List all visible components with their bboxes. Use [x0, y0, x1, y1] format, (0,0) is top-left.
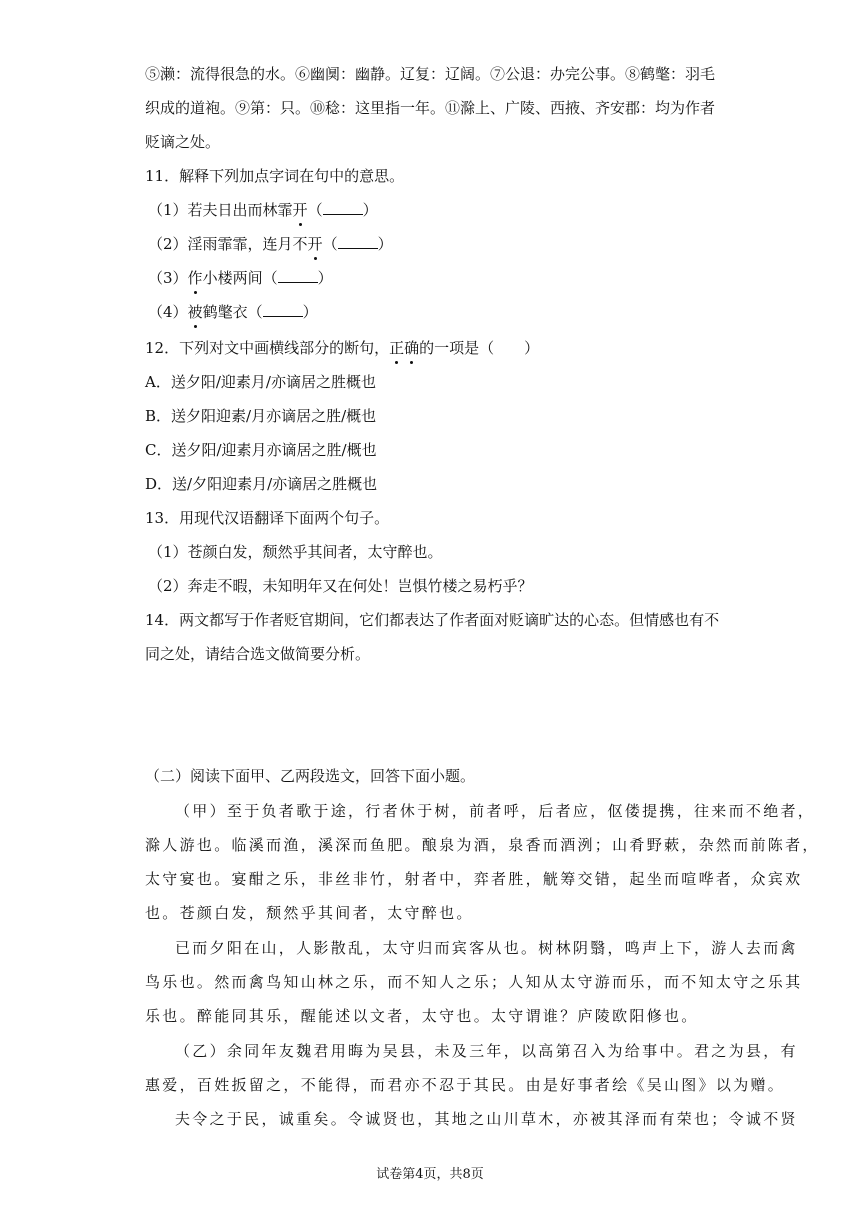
dotted-char: 被	[187, 303, 203, 321]
passage-line: 夫令之于民，诚重矣。令诚贤也，其地之山川草木，亦被其泽而有荣也；令诚不贤	[175, 1110, 798, 1128]
question-11-item-3	[148, 268, 333, 288]
item-text: （	[322, 235, 338, 253]
section-2-heading: （二）阅读下面甲、乙两段选文，回答下面小题。	[145, 767, 476, 785]
dotted-char: 确	[404, 339, 420, 357]
passage-line: 已而夕阳在山，人影散乱，太守归而宾客从也。树林阴翳，鸣声上下，游人去而禽	[175, 939, 798, 957]
item-text: （1）若夫日出而林霏	[148, 201, 293, 219]
question-11-item-1	[148, 200, 378, 220]
question-13-stem: 13．用现代汉语翻译下面两个句子。	[145, 509, 390, 527]
question-11-item-2	[148, 234, 393, 254]
answer-blank[interactable]	[323, 200, 363, 215]
dotted-char: 作	[187, 269, 203, 287]
question-11-item-4	[148, 302, 318, 322]
question-12-option-b[interactable]: B．送夕阳迎素/月亦谪居之胜/概也	[145, 407, 377, 425]
passage-line: （甲）至于负者歌于途，行者休于树，前者呼，后者应，伛偻提携，往来而不绝者，	[175, 802, 816, 820]
dotted-char: 开	[307, 235, 323, 253]
item-text: 鹤氅衣（	[202, 303, 263, 321]
question-12-stem	[145, 338, 539, 358]
question-14-line-1: 14．两文都写于作者贬官期间，它们都表达了作者面对贬谪旷达的心态。但情感也有不	[145, 611, 720, 629]
answer-blank[interactable]	[263, 302, 303, 317]
dotted-char: 正	[389, 339, 405, 357]
item-text: （4）	[148, 303, 188, 321]
passage-line: 也。苍颜白发，颓然乎其间者，太守醉也。	[145, 904, 474, 922]
question-12-option-c[interactable]: C．送夕阳/迎素月亦谪居之胜/概也	[145, 441, 377, 459]
item-text: （	[307, 201, 323, 219]
item-text: （3）	[148, 269, 188, 287]
dotted-char: 开	[292, 201, 308, 219]
question-13-item-1: （1）苍颜白发，颓然乎其间者，太守醉也。	[148, 543, 443, 561]
stem-text: 12．下列对文中画横线部分的断句，	[145, 339, 390, 357]
item-text: ）	[302, 303, 318, 321]
item-text: ）	[362, 201, 378, 219]
passage-line: 滁人游也。临溪而渔，溪深而鱼肥。酿泉为酒，泉香而酒洌；山肴野蔌，杂然而前陈者，	[145, 836, 820, 854]
passage-line: 乐也。醉能同其乐，醒能述以文者，太守也。太守谓谁？庐陵欧阳修也。	[145, 1007, 699, 1025]
question-12-option-d[interactable]: D．送/夕阳迎素月/亦谪居之胜概也	[145, 475, 378, 493]
page-footer: 试卷第4页，共8页	[376, 1167, 484, 1182]
question-11-stem: 11．解释下列加点字词在句中的意思。	[145, 167, 405, 185]
answer-blank[interactable]	[338, 234, 378, 249]
stem-text: 的一项是（ ）	[419, 339, 540, 357]
notes-line-2: 织成的道袍。⑨第：只。⑩稔：这里指一年。⑪滁上、广陵、西掖、齐安郡：均为作者	[145, 99, 716, 117]
item-text: ）	[377, 235, 393, 253]
item-text: （2）淫雨霏霏，连月不	[148, 235, 308, 253]
notes-line-1: ⑤濑：流得很急的水。⑥幽阒：幽静。辽复：辽阔。⑦公退：办完公事。⑧鹤氅：羽毛	[145, 65, 716, 83]
notes-line-3: 贬谪之处。	[145, 133, 221, 151]
question-13-item-2: （2）奔走不暇，未知明年又在何处！岂惧竹楼之易朽乎？	[148, 577, 533, 595]
question-12-option-a[interactable]: A．送夕阳/迎素月/亦谪居之胜概也	[145, 373, 376, 391]
question-14-line-2: 同之处，请结合选文做简要分析。	[145, 645, 371, 663]
item-text: ）	[317, 269, 333, 287]
passage-line: 鸟乐也。然而禽鸟知山林之乐，而不知人之乐；人知从太守游而乐，而不知太守之乐其	[145, 973, 803, 991]
answer-blank[interactable]	[278, 268, 318, 283]
passage-line: 太守宴也。宴酣之乐，非丝非竹，射者中，弈者胜，觥筹交错，起坐而喧哗者，众宾欢	[145, 870, 803, 888]
passage-line: （乙）余同年友魏君用晦为吴县，未及三年，以高第召入为给事中。君之为县，有	[175, 1042, 798, 1060]
item-text: 小楼两间（	[202, 269, 278, 287]
passage-line: 惠爱，百姓扳留之，不能得，而君亦不忍于其民。由是好事者绘《吴山图》以为赠。	[145, 1076, 786, 1094]
